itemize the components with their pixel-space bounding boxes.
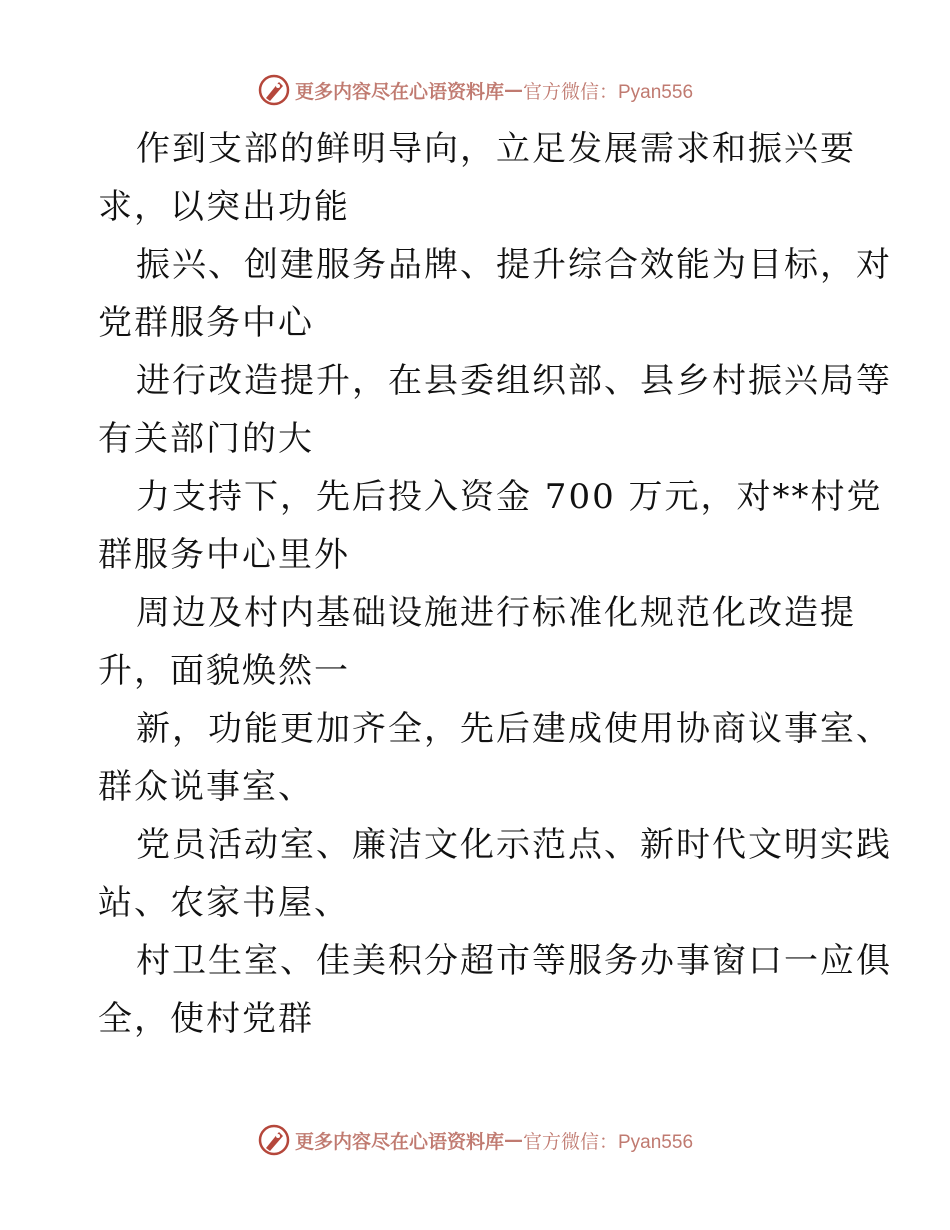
text-line: 作到支部的鲜明导向，立足发展需求和振兴要: [136, 129, 856, 169]
text-line: 有关部门的大: [98, 419, 314, 459]
banner-wechat-text: 官方微信：Pyan556: [523, 1131, 694, 1153]
text-line: 进行改造提升，在县委组织部、县乡村振兴局等: [136, 361, 892, 401]
text-line: 新，功能更加齐全，先后建成使用协商议事室、: [136, 709, 892, 749]
pen-nib-logo-icon: [257, 1123, 291, 1157]
banner-main-text: 更多内容尽在心语资料库: [294, 80, 504, 103]
footer-banner: [0, 1120, 950, 1160]
text-line: 全，使村党群: [98, 999, 314, 1039]
banner-main-text: 更多内容尽在心语资料库: [294, 1130, 504, 1153]
banner-dash: —: [504, 1129, 523, 1151]
banner-wechat-text: 官方微信：Pyan556: [523, 81, 694, 103]
text-line: 党群服务中心: [98, 303, 314, 343]
text-line: 振兴、创建服务品牌、提升综合效能为目标，对: [136, 245, 892, 285]
text-line: 村卫生室、佳美积分超市等服务办事窗口一应俱: [136, 941, 892, 981]
pen-nib-logo-icon: [257, 73, 291, 107]
text-line: 力支持下，先后投入资金 700 万元，对**村党: [136, 477, 883, 517]
banner-dash: —: [504, 79, 523, 101]
text-line: 升，面貌焕然一: [98, 651, 350, 691]
text-line: 群服务中心里外: [98, 535, 350, 575]
document-body: [98, 120, 892, 1048]
text-line: 群众说事室、: [98, 767, 314, 807]
text-line: 周边及村内基础设施进行标准化规范化改造提: [136, 593, 856, 633]
text-line: 求，以突出功能: [98, 187, 350, 227]
header-banner: [0, 70, 950, 110]
text-line: 党员活动室、廉洁文化示范点、新时代文明实践: [136, 825, 892, 865]
text-line: 站、农家书屋、: [98, 883, 350, 923]
